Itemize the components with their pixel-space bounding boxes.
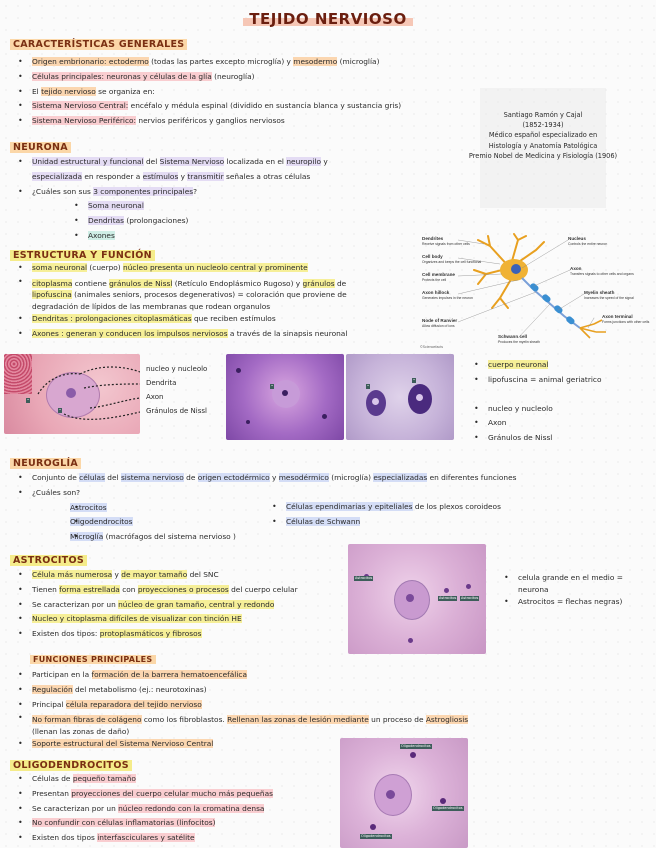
- list-item-microglia: • Microglía (macrófagos del sistema nervioso ): [10, 530, 517, 545]
- label-cellbody: Cell body: [422, 254, 443, 259]
- list-item: • Gránulos de Nissl: [466, 431, 602, 446]
- heading-estructura: ESTRUCTURA Y FUNCIÓN: [10, 250, 155, 261]
- label-ranvier: Node of Ranvier: [422, 318, 458, 323]
- list-item-oligo: • Oligodendrocitos: [10, 515, 517, 530]
- list-item: • Existen dos tipos interfasciculares y satélite: [10, 831, 273, 846]
- desc-dendrites: Receive signals from other cells: [422, 242, 470, 246]
- list-item: • Participan en la formación de la barrera hematoencefálica: [10, 668, 468, 683]
- heading-generales: CARACTERÍSTICAS GENERALES: [10, 39, 187, 50]
- list-oligodendrocitos: [10, 772, 273, 846]
- heading-astrocitos: ASTROCITOS: [10, 555, 87, 566]
- label-terminal: Axon terminal: [602, 314, 633, 319]
- desc-terminal: Forms junctions with other cells: [602, 320, 650, 324]
- list-astrocitos-side: [496, 572, 623, 608]
- list-item: • Se caracterizan por un núcleo de gran tamaño, central y redondo: [10, 598, 298, 613]
- biography-box: [468, 88, 618, 208]
- label-dendrites: Dendrites: [422, 236, 444, 241]
- list-item: • Origen embrionario: ectodermo (todas las partes excepto microglía) y mesodermo (microglía): [10, 55, 401, 70]
- label-schwann: Schwann cell: [498, 334, 528, 339]
- list-item-continued: especializada en responder a estímulos y transmitir señales a otras células: [32, 171, 311, 181]
- tag-oligodendrocitos: Oligodendrocitos: [433, 806, 463, 810]
- micrograph-nissl: • •: [346, 354, 454, 440]
- list-item: • ¿Cuáles son?: [10, 486, 517, 501]
- list-item: • Unidad estructural y funcional del Sistema Nervioso localizada en el neuropilo y: [10, 155, 328, 170]
- list-item: • Se caracterizan por un núcleo redondo con la cromatina densa: [10, 802, 273, 817]
- list-item-soma: • Soma neuronal: [10, 199, 328, 214]
- label-axon: Axon: [570, 266, 582, 271]
- list-item: • Sistema Nervioso Periférico: nervios periféricos y ganglios nerviosos: [10, 114, 401, 129]
- heading-oligodendrocitos: OLIGODENDROCITOS: [10, 760, 132, 771]
- list-item: • Presentan proyecciones del cuerpo celular mucho más pequeñas: [10, 787, 273, 802]
- label-dendrita: Dendrita: [146, 379, 177, 387]
- tag-oligodendrocitos: Oligodendrocitos: [401, 744, 431, 748]
- list-item: • Sistema Nervioso Central: encéfalo y médula espinal (dividido en sustancia blanca y sustancia gris): [10, 99, 401, 114]
- desc-nucleus: Controls the entire neuron: [568, 242, 608, 246]
- bio-line: Histología y Anatomía Patológica: [488, 141, 598, 150]
- list-item: • cuerpo neuronal: [466, 358, 602, 373]
- list-item: • Células ependimarias y epiteliales de los plexos coroideos: [264, 500, 501, 515]
- list-generales: [10, 55, 401, 129]
- list-item-dendritas: • Dendritas (prolongaciones): [10, 214, 328, 229]
- list-item: • No forman fibras de colágeno como los fibroblastos. Rellenan las zonas de lesión mediante un proceso de Astrogliosis (llenan las zonas de daño): [10, 712, 468, 737]
- list-item: • Conjunto de células del sistema nervioso de origen ectodérmico y mesodérmico (microglía) especializadas en diferentes funciones: [10, 471, 517, 486]
- desc-cellbody: Organizes and keeps the cell functional: [422, 260, 482, 264]
- list-item: • Nucleo y citoplasma difíciles de visualizar con tinción HE: [10, 612, 298, 627]
- micrograph-neuron-purple: •: [226, 354, 344, 440]
- nucleus-shape: [511, 264, 521, 274]
- list-item: • El tejido nervioso se organiza en:: [10, 85, 401, 100]
- bio-line: Médico español especializado en: [488, 131, 598, 140]
- label-axon: Axon: [146, 393, 164, 401]
- micrograph-oligodendrocitos: [340, 738, 468, 848]
- list-astrocitos: [10, 568, 298, 642]
- desc-myelin: Increases the speed of the signal: [584, 296, 634, 300]
- tag-astrocitos: Astrocitos: [355, 576, 373, 580]
- list-item: • Soporte estructural del Sistema Nervioso Central: [10, 737, 468, 752]
- label-membrane: Cell membrane: [422, 272, 455, 277]
- tag-astrocitos: Astrocitos: [439, 596, 457, 600]
- desc-ranvier: Allow diffusion of ions: [422, 324, 455, 328]
- tag-astrocitos: Astrocitos: [461, 596, 479, 600]
- list-item: • soma neuronal (cuerpo) núcleo presenta un nucleolo central y prominente: [10, 261, 347, 276]
- list-item: • Células principales: neuronas y células de la glía (neuroglía): [10, 70, 401, 85]
- desc-axon: Transfers signals to other cells and organs: [570, 272, 634, 276]
- list-item: • No confundir con células inflamatorias (linfocitos): [10, 816, 273, 831]
- list-item: • Existen dos tipos: protoplasmáticos y fibrosos: [10, 627, 298, 642]
- list-item: • Células de Schwann: [264, 515, 501, 530]
- list-item: • Axones : generan y conducen los impulsos nerviosos a través de la sinapsis neuronal: [10, 327, 347, 342]
- list-item: • Axon: [466, 416, 602, 431]
- list-item-axones: • Axones: [10, 229, 328, 244]
- label-myelin: Myelin sheath: [584, 290, 615, 295]
- list-item: • Tienen forma estrellada con proyecciones o procesos del cuerpo celular: [10, 583, 298, 598]
- micrograph-labels-right: [466, 358, 602, 446]
- list-item: • nucleo y nucleolo: [466, 402, 602, 417]
- desc-hillock: Generates impulses in the neuron: [422, 296, 473, 300]
- label-nissl: Gránulos de Nissl: [146, 407, 207, 415]
- list-item: • Célula más numerosa y de mayor tamaño del SNC: [10, 568, 298, 583]
- heading-neuroglia: NEUROGLÍA: [10, 458, 81, 469]
- diagram-credit: ©Sciencefacts: [420, 345, 444, 349]
- heading-neurona: NEURONA: [10, 142, 71, 153]
- bio-name: Santiago Ramón y Cajal: [503, 111, 583, 119]
- list-neurona: [10, 155, 328, 244]
- list-neuroglia-col2: [264, 500, 501, 530]
- list-item: • ¿Cuáles son sus 3 componentes principales?: [10, 185, 328, 200]
- list-item: • citoplasma contiene gránulos de Nissl (Retículo Endoplásmico Rugoso) y gránulos de lipofuscina (animales seniors, procesos degenerativos) = coloración que proviene de degradación de lípidos de las membranas que rodean organulos: [10, 276, 347, 313]
- desc-membrane: Protects the cell: [422, 278, 447, 282]
- micrograph-labels-left: [146, 362, 207, 418]
- heading-funciones: FUNCIONES PRINCIPALES: [30, 655, 156, 664]
- list-item: • celula grande en el medio = neurona: [496, 572, 623, 596]
- bio-years: (1852-1934): [522, 121, 564, 130]
- list-item: • Regulación del metabolismo (ej.: neurotoxinas): [10, 683, 468, 698]
- list-estructura: [10, 261, 347, 342]
- list-item: • lipofuscina = animal geriatrico: [466, 373, 602, 388]
- list-item: • Células de pequeño tamaño: [10, 772, 273, 787]
- list-item-astrocitos: • Astrocitos: [10, 501, 517, 516]
- desc-schwann: Produces the myelin sheath: [498, 340, 540, 344]
- label-nucleus: Nucleus: [568, 236, 586, 241]
- label-hillock: Axon hillock: [422, 290, 450, 295]
- label-nucleo: nucleo y nucleolo: [146, 365, 208, 373]
- micrograph-astrocitos: [348, 544, 486, 654]
- bio-line: Premio Nobel de Medicina y Fisiología (1906): [468, 151, 618, 160]
- page-title: TEJIDO NERVIOSO: [0, 10, 656, 28]
- micrograph-neuron-diagram: • •: [4, 354, 140, 434]
- list-item: • Astrocitos = flechas negras): [496, 596, 623, 608]
- neuron-diagram: [418, 232, 650, 350]
- tag-oligodendrocitos: Oligodendrocitos: [361, 834, 391, 838]
- list-item: • Dendritas : prolongaciones citoplasmáticas que reciben estímulos: [10, 312, 347, 327]
- list-item: • Principal célula reparadora del tejido nervioso: [10, 698, 468, 713]
